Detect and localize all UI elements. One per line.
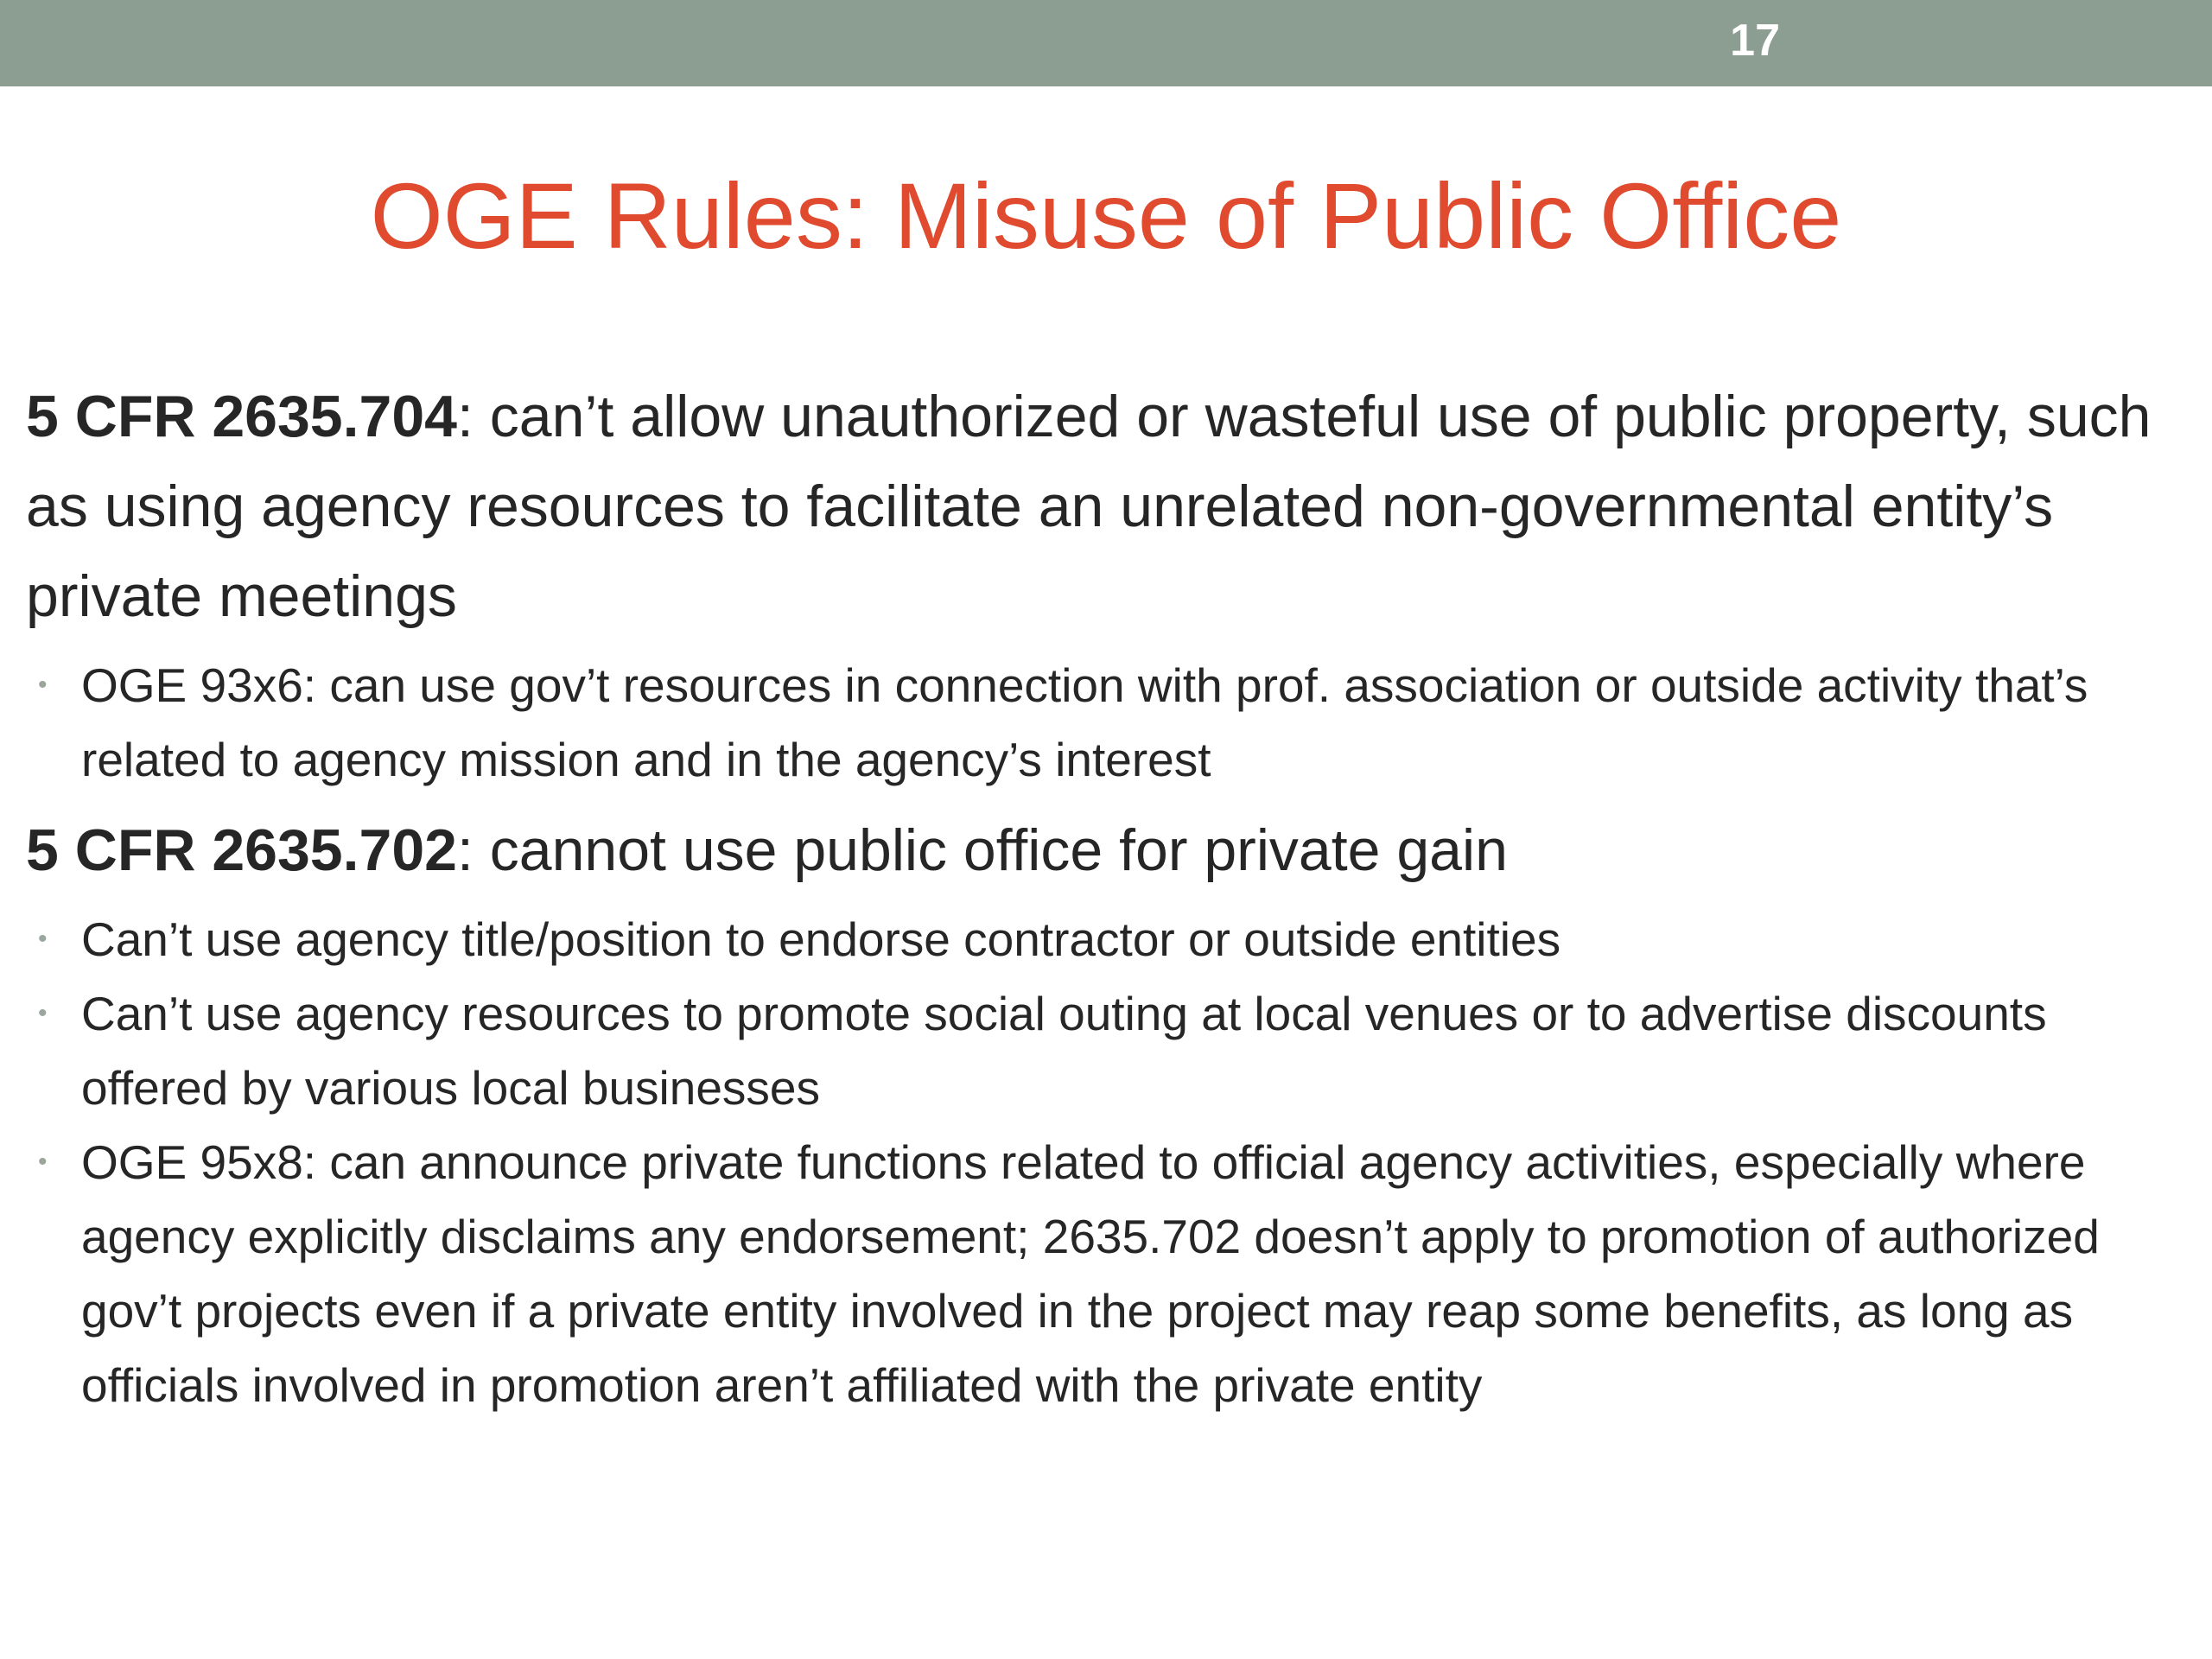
bullet-icon: • bbox=[38, 925, 48, 953]
citation-2635-702: 5 CFR 2635.702 bbox=[26, 817, 457, 883]
bullet-icon: • bbox=[38, 671, 48, 699]
list-item bbox=[26, 1125, 2186, 1422]
citation-2635-704: 5 CFR 2635.704 bbox=[26, 384, 457, 449]
page-title: OGE Rules: Misuse of Public Office bbox=[370, 163, 1842, 268]
slide-content bbox=[26, 372, 2186, 1422]
bullet-icon: • bbox=[38, 999, 48, 1027]
list-item bbox=[26, 902, 2186, 976]
list-item-label: OGE 93x6: can use gov’t resources in connection with prof. association or outside activity that’s related to agency mission and in the agency’s interest bbox=[81, 658, 2088, 786]
list-item-label: Can’t use agency title/position to endorse contractor or outside entities bbox=[81, 912, 1561, 966]
list-item bbox=[26, 648, 2186, 797]
bullet-icon: • bbox=[38, 1147, 48, 1176]
slide-number: 17 bbox=[1730, 16, 1780, 66]
paragraph-2635-704 bbox=[26, 372, 2186, 641]
paragraph-2635-702 bbox=[26, 805, 2186, 895]
slide-header-bar bbox=[0, 0, 2212, 86]
paragraph-2635-704-text: : can’t allow unauthorized or wasteful use of public property, such as using agency resources to facilitate an unrelated non-governmental entity’s private meetings bbox=[26, 384, 2152, 629]
list-item bbox=[26, 976, 2186, 1125]
paragraph-2635-702-text: : cannot use public office for private gain bbox=[456, 817, 1508, 883]
list-item-label: Can’t use agency resources to promote social outing at local venues or to advertise discounts offered by various local businesses bbox=[81, 987, 2047, 1115]
list-item-label: OGE 95x8: can announce private functions related to official agency activities, especially where agency explicitly disclaims any endorsement; 2635.702 doesn’t apply to promotion of authorized gov’t projects even if a private entity involved in the project may reap some benefits, as long as officials involved in promotion aren’t affiliated with the private entity bbox=[81, 1135, 2100, 1412]
